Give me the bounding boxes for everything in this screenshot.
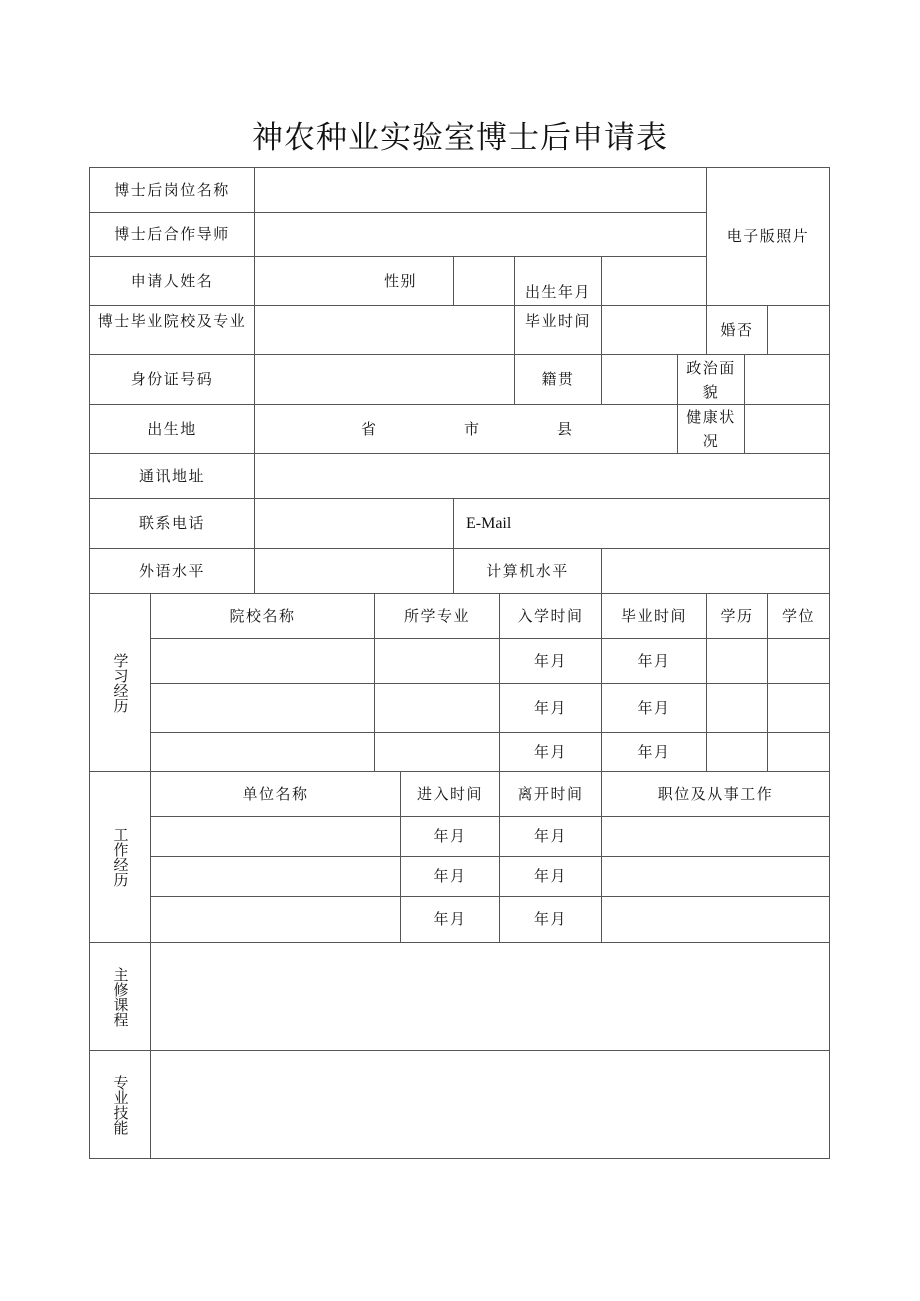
gender-field[interactable] — [453, 256, 515, 306]
birth-date-label: 出生年月 — [514, 256, 602, 306]
grad-time-label: 毕业时间 — [514, 305, 602, 355]
political-label: 政治面貌 — [677, 354, 745, 405]
email-field[interactable] — [453, 498, 830, 549]
phd-school-field[interactable] — [254, 305, 515, 355]
edu-row-major[interactable] — [374, 683, 500, 733]
edu-header-start: 入学时间 — [499, 593, 602, 639]
post-name-label: 博士后岗位名称 — [89, 167, 255, 213]
supervisor-label: 博士后合作导师 — [89, 212, 255, 257]
work-header-position: 职位及从事工作 — [601, 771, 830, 817]
work-row-start[interactable]: 年月 — [400, 816, 500, 857]
edu-row-education[interactable] — [706, 638, 768, 684]
phone-field[interactable] — [254, 498, 454, 549]
work-header-company: 单位名称 — [150, 771, 401, 817]
health-field[interactable] — [744, 404, 830, 454]
birth-date-field[interactable] — [601, 256, 707, 306]
page-title: 神农种业实验室博士后申请表 — [252, 120, 668, 156]
computer-label: 计算机水平 — [453, 548, 602, 594]
edu-row-school[interactable] — [150, 638, 375, 684]
native-place-label: 籍贯 — [514, 354, 602, 405]
work-row-position[interactable] — [601, 816, 830, 857]
edu-row-school[interactable] — [150, 732, 375, 772]
work-row-company[interactable] — [150, 856, 401, 897]
post-name-field[interactable] — [254, 167, 707, 213]
edu-row-degree[interactable] — [767, 732, 830, 772]
edu-row-education[interactable] — [706, 683, 768, 733]
birthplace-label: 出生地 — [89, 404, 255, 454]
political-field[interactable] — [744, 354, 830, 405]
edu-row-degree[interactable] — [767, 638, 830, 684]
work-header-start: 进入时间 — [400, 771, 500, 817]
education-section-label: 学习经历 — [89, 593, 151, 772]
edu-row-start[interactable]: 年月 — [499, 683, 602, 733]
work-row-end[interactable]: 年月 — [499, 856, 602, 897]
edu-row-degree[interactable] — [767, 683, 830, 733]
edu-row-major[interactable] — [374, 732, 500, 772]
id-number-label: 身份证号码 — [89, 354, 255, 405]
edu-row-end[interactable]: 年月 — [601, 683, 707, 733]
edu-header-education: 学历 — [706, 593, 768, 639]
id-number-field[interactable] — [254, 354, 515, 405]
address-label: 通讯地址 — [89, 453, 255, 499]
province-label: 省 — [361, 419, 378, 438]
work-row-start[interactable]: 年月 — [400, 856, 500, 897]
edu-row-end[interactable]: 年月 — [601, 638, 707, 684]
work-row-end[interactable]: 年月 — [499, 816, 602, 857]
work-section-label: 工作经历 — [89, 771, 151, 943]
work-header-end: 离开时间 — [499, 771, 602, 817]
phone-label: 联系电话 — [89, 498, 255, 549]
skills-label: 专业技能 — [89, 1050, 151, 1159]
address-field[interactable] — [254, 453, 830, 499]
edu-header-major: 所学专业 — [374, 593, 500, 639]
edu-row-start[interactable]: 年月 — [499, 638, 602, 684]
applicant-name-label: 申请人姓名 — [89, 256, 255, 306]
edu-header-degree: 学位 — [767, 593, 830, 639]
county-label: 县 — [557, 419, 574, 438]
edu-row-school[interactable] — [150, 683, 375, 733]
foreign-lang-field[interactable] — [254, 548, 454, 594]
phd-school-label: 博士毕业院校及专业 — [89, 305, 255, 355]
email-label: E-Mail — [466, 514, 512, 532]
grad-time-field[interactable] — [601, 305, 707, 355]
courses-label: 主修课程 — [89, 942, 151, 1051]
edu-header-end: 毕业时间 — [601, 593, 707, 639]
work-row-end[interactable]: 年月 — [499, 896, 602, 943]
photo-box[interactable]: 电子版照片 — [706, 167, 830, 306]
work-row-company[interactable] — [150, 816, 401, 857]
courses-field[interactable] — [150, 942, 830, 1051]
birthplace-field[interactable] — [254, 404, 678, 454]
work-row-position[interactable] — [601, 856, 830, 897]
marital-label: 婚否 — [706, 305, 768, 355]
supervisor-field[interactable] — [254, 212, 707, 257]
foreign-lang-label: 外语水平 — [89, 548, 255, 594]
health-label: 健康状况 — [677, 404, 745, 454]
work-row-company[interactable] — [150, 896, 401, 943]
edu-row-education[interactable] — [706, 732, 768, 772]
marital-field[interactable] — [767, 305, 830, 355]
work-row-position[interactable] — [601, 896, 830, 943]
edu-row-end[interactable]: 年月 — [601, 732, 707, 772]
city-label: 市 — [464, 419, 481, 438]
gender-label: 性别 — [383, 271, 417, 290]
skills-field[interactable] — [150, 1050, 830, 1159]
work-row-start[interactable]: 年月 — [400, 896, 500, 943]
computer-field[interactable] — [601, 548, 830, 594]
edu-row-major[interactable] — [374, 638, 500, 684]
edu-header-school: 院校名称 — [150, 593, 375, 639]
native-place-field[interactable] — [601, 354, 678, 405]
edu-row-start[interactable]: 年月 — [499, 732, 602, 772]
applicant-name-field[interactable] — [254, 256, 454, 306]
